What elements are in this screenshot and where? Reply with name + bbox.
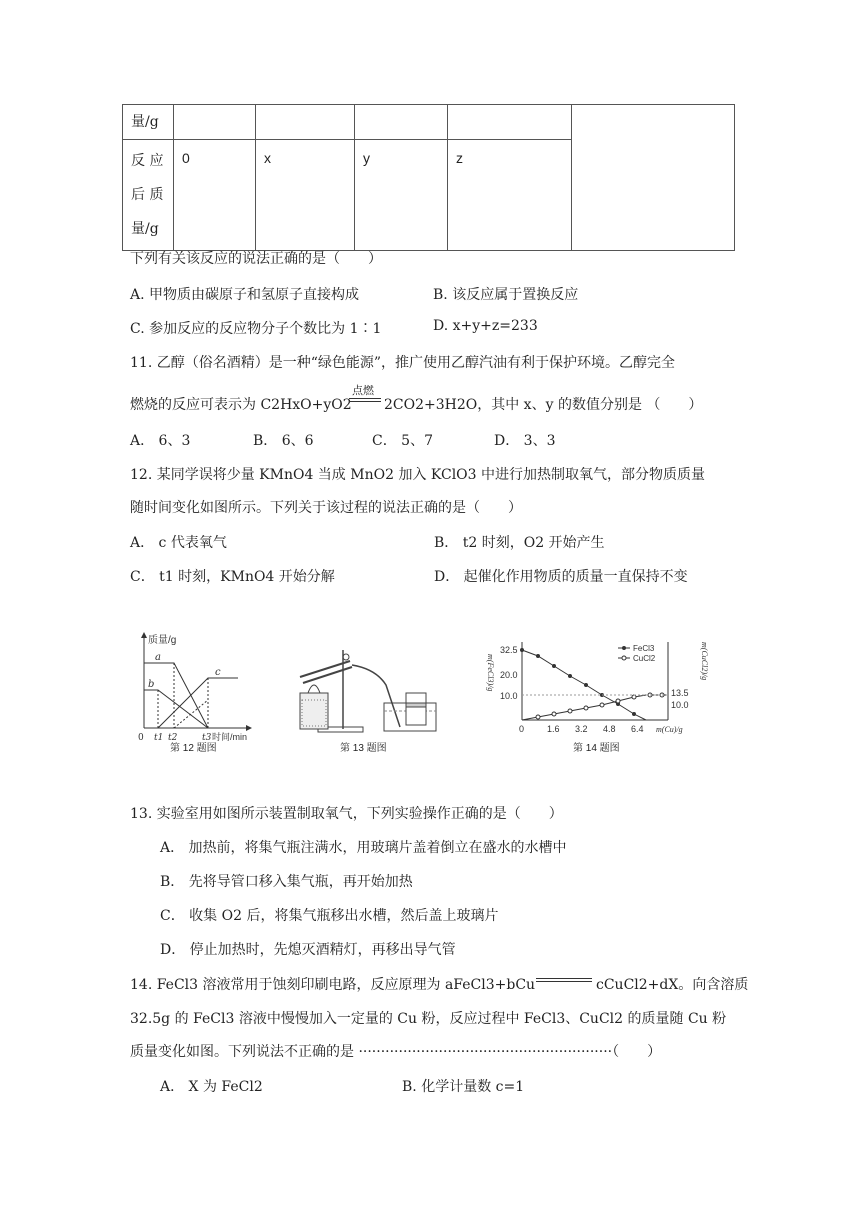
fig14-ylabel-right: m(CuCl2)/g: [700, 642, 709, 681]
fig14-x-tick: 4.8: [603, 724, 616, 734]
q14-line1-post: cCuCl2+dX。向含溶质: [596, 977, 749, 993]
fig14-x-tick: 6.4: [631, 724, 644, 734]
fig12-caption: 第 12 题图: [170, 743, 217, 754]
cell: [256, 105, 355, 140]
value-cell: x: [256, 140, 355, 251]
value-cell: 0: [174, 140, 256, 251]
q13-option-a: A． 加热前，将集气瓶注满水，用玻璃片盖着倒立在盛水的水槽中: [160, 840, 567, 856]
fig12-curve-b: b: [148, 679, 155, 690]
fig14-x-tick: 1.6: [547, 724, 560, 734]
reaction-condition: 点燃: [352, 384, 374, 397]
q13-option-b: B． 先将导管口移入集气瓶，再开始加热: [160, 874, 413, 890]
value-cell: y: [355, 140, 448, 251]
fig13-caption: 第 13 题图: [340, 743, 387, 754]
q10-option-c: C. 参加反应的反应物分子个数比为 1∶1: [130, 321, 382, 337]
q14-line1-pre: 14. FeCl3 溶液常用于蚀刻印刷电路，反应原理为 aFeCl3+bCu: [130, 977, 536, 993]
equals-sign: [536, 978, 592, 982]
fig12-ylabel: 质量/g: [148, 635, 177, 646]
fig12-xlabel: 时间/min: [212, 732, 248, 742]
q11-option-b: B． 6、6: [253, 433, 314, 449]
fig14-right-tick: 10.0: [671, 700, 689, 710]
fig12-tick-0: 0: [138, 733, 144, 743]
fig14-x-tick: 3.2: [575, 724, 588, 734]
equals-sign: [349, 398, 381, 402]
fig12-tick-t2: t2: [168, 733, 178, 743]
fig14-legend-fecl3: FeCl3: [633, 644, 655, 653]
q12-option-d: D． 起催化作用物质的质量一直保持不变: [434, 569, 688, 585]
q13-option-d: D． 停止加热时，先熄灭酒精灯，再移出导气管: [160, 942, 456, 958]
q14-line3: 质量变化如图。下列说法不正确的是 ·························································（ ）: [130, 1044, 662, 1060]
fig14-ylabel-left: m(FeCl3)/g: [486, 654, 495, 692]
fig14-legend-cucl2: CuCl2: [633, 654, 656, 663]
q10-option-d: D. x+y+z=233: [433, 318, 538, 334]
data-table: [122, 104, 735, 251]
q11-option-c: C． 5、7: [372, 433, 433, 449]
fig14-caption: 第 14 题图: [573, 743, 620, 754]
fig14-left-tick: 32.5: [500, 645, 518, 655]
fig14-right-tick: 13.5: [671, 688, 689, 698]
q10-option-b: B. 该反应属于置换反应: [433, 287, 579, 303]
cell: [355, 105, 448, 140]
figure-13: [288, 645, 438, 737]
q12-line2: 随时间变化如图所示。下列关于该过程的说法正确的是（ ）: [130, 500, 522, 516]
q12-option-b: B． t2 时刻，O2 开始产生: [434, 535, 605, 551]
row1-label: 量/g: [123, 105, 174, 140]
q13-option-c: C． 收集 O2 后，将集气瓶移出水槽，然后盖上玻璃片: [160, 908, 499, 924]
q14-line2: 32.5g 的 FeCl3 溶液中慢慢加入一定量的 Cu 粉，反应过程中 FeCl3、CuCl2 的质量随 Cu 粉: [130, 1011, 727, 1027]
fig14-x-tick: 0: [519, 724, 525, 734]
q11-line2-post: 2CO2+3H2O，其中 x、y 的数值分别是 （ ）: [384, 397, 703, 413]
fig14-left-tick: 20.0: [500, 670, 518, 680]
fig14-left-tick: 10.0: [500, 691, 518, 701]
figure-14: [478, 634, 718, 744]
row2-label: 反 应 后 质 量/g: [123, 140, 174, 251]
q12-line1: 12. 某同学误将少量 KMnO4 当成 MnO2 加入 KClO3 中进行加热制取氧气，部分物质质量: [130, 467, 706, 483]
q10-stem: 下列有关该反应的说法正确的是（ ）: [130, 251, 382, 267]
q11-line1: 11. 乙醇（俗名酒精）是一种“绿色能源”，推广使用乙醇汽油有利于保护环境。乙醇完全: [130, 355, 676, 371]
q12-option-a: A． c 代表氧气: [130, 535, 227, 551]
q11-option-d: D． 3、3: [494, 433, 556, 449]
fig14-xlabel: m(Cu)/g: [656, 725, 683, 734]
fig12-curve-c: c: [215, 667, 221, 678]
figure-12: [128, 630, 260, 750]
cell-empty: [572, 105, 735, 251]
q14-option-a: A． X 为 FeCl2: [160, 1079, 263, 1095]
q12-option-c: C． t1 时刻，KMnO4 开始分解: [130, 569, 335, 585]
q11-option-a: A． 6、3: [130, 433, 191, 449]
fig12-tick-t3: t3: [202, 733, 212, 743]
value-cell: z: [448, 140, 572, 251]
fig12-curve-a: a: [155, 652, 161, 663]
q11-line2-pre: 燃烧的反应可表示为 C2HxO+yO2: [130, 397, 352, 413]
q10-option-a: A. 甲物质由碳原子和氢原子直接构成: [130, 287, 360, 303]
fig12-tick-t1: t1: [154, 733, 164, 743]
q14-option-b: B. 化学计量数 c=1: [402, 1079, 525, 1095]
cell: [448, 105, 572, 140]
q13-stem: 13. 实验室用如图所示装置制取氧气，下列实验操作正确的是（ ）: [130, 806, 563, 822]
cell: [174, 105, 256, 140]
